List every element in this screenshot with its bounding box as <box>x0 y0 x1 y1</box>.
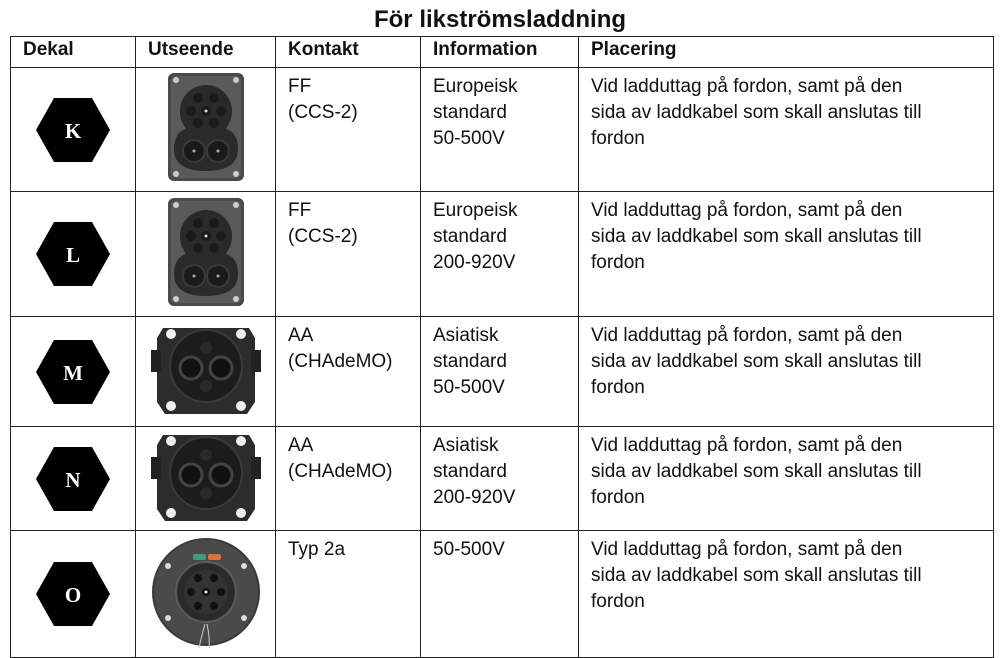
placering-cell-line: sida av laddkabel som skall anslutas till <box>591 565 922 586</box>
table-row <box>11 68 994 192</box>
placering-cell-line: Vid ladduttag på fordon, samt på den <box>591 325 903 346</box>
dekal-cell <box>11 427 136 531</box>
header-placering: Placering <box>579 37 994 68</box>
kontakt-cell <box>276 531 421 658</box>
header-row <box>11 37 994 68</box>
information-cell <box>421 317 579 427</box>
kontakt-cell <box>276 192 421 317</box>
svg-text:K: K <box>64 118 82 143</box>
page-title: För likströmsladdning <box>373 6 627 33</box>
placering-cell-line: fordon <box>591 377 645 398</box>
placering-cell-line: fordon <box>591 487 645 508</box>
hexagon-label-icon <box>35 561 111 627</box>
hexagon-label-icon <box>35 446 111 512</box>
header-kontakt: Kontakt <box>276 37 421 68</box>
information-cell-line: Europeisk <box>433 76 518 97</box>
utseende-cell <box>136 68 276 192</box>
ccs2-connector-icon <box>136 71 275 188</box>
information-cell-line: 200-920V <box>433 252 516 273</box>
chademo-connector-icon <box>136 427 275 530</box>
utseende-cell <box>136 427 276 531</box>
information-cell-line: standard <box>433 226 507 247</box>
placering-cell <box>579 192 994 317</box>
svg-text:L: L <box>65 243 81 267</box>
header-utseende: Utseende <box>136 37 276 68</box>
placering-cell-line: sida av laddkabel som skall anslutas till <box>591 102 922 123</box>
type2-connector-icon <box>136 536 275 653</box>
hexagon-label-icon <box>35 97 111 163</box>
header-dekal: Dekal <box>11 37 136 68</box>
information-cell-line: standard <box>433 461 507 482</box>
placering-cell-line: fordon <box>591 252 645 273</box>
placering-cell-line: Vid ladduttag på fordon, samt på den <box>591 76 903 97</box>
placering-cell-line: Vid ladduttag på fordon, samt på den <box>591 435 903 456</box>
connector-table <box>10 36 994 658</box>
svg-text:N: N <box>65 467 81 492</box>
information-cell <box>421 531 579 658</box>
utseende-cell <box>136 317 276 427</box>
placering-cell-line: fordon <box>591 128 645 149</box>
kontakt-cell-line: (CHAdeMO) <box>288 351 393 372</box>
placering-cell-line: fordon <box>591 591 645 612</box>
information-cell-line: 50-500V <box>433 539 505 560</box>
placering-cell <box>579 531 994 658</box>
kontakt-cell-line: (CHAdeMO) <box>288 461 393 482</box>
chademo-connector-icon <box>136 320 275 423</box>
placering-cell-line: sida av laddkabel som skall anslutas till <box>591 351 922 372</box>
information-cell-line: Europeisk <box>433 200 518 221</box>
dekal-cell <box>11 192 136 317</box>
kontakt-cell <box>276 317 421 427</box>
dekal-cell <box>11 317 136 427</box>
placering-cell-line: Vid ladduttag på fordon, samt på den <box>591 200 903 221</box>
kontakt-cell <box>276 427 421 531</box>
utseende-cell <box>136 531 276 658</box>
information-cell-line: standard <box>433 102 507 123</box>
dekal-cell <box>11 531 136 658</box>
information-cell-line: standard <box>433 351 507 372</box>
placering-cell <box>579 317 994 427</box>
information-cell-line: 50-500V <box>433 128 505 149</box>
hexagon-label-icon <box>35 221 111 287</box>
header-information: Information <box>421 37 579 68</box>
placering-cell-line: sida av laddkabel som skall anslutas till <box>591 461 922 482</box>
placering-cell <box>579 427 994 531</box>
information-cell <box>421 427 579 531</box>
ccs2-connector-icon <box>136 196 275 313</box>
dekal-cell <box>11 68 136 192</box>
kontakt-cell-line: AA <box>288 435 314 456</box>
information-cell <box>421 192 579 317</box>
placering-cell-line: Vid ladduttag på fordon, samt på den <box>591 539 903 560</box>
information-cell <box>421 68 579 192</box>
table-row <box>11 531 994 658</box>
kontakt-cell-line: FF <box>288 200 312 221</box>
table-row <box>11 317 994 427</box>
kontakt-cell-line: Typ 2a <box>288 539 346 560</box>
kontakt-cell-line: (CCS-2) <box>288 102 358 123</box>
hexagon-label-icon <box>35 339 111 405</box>
kontakt-cell-line: AA <box>288 325 314 346</box>
kontakt-cell-line: (CCS-2) <box>288 226 358 247</box>
utseende-cell <box>136 192 276 317</box>
svg-text:O: O <box>64 583 82 607</box>
kontakt-cell <box>276 68 421 192</box>
table-row <box>11 427 994 531</box>
table-row <box>11 192 994 317</box>
information-cell-line: 50-500V <box>433 377 505 398</box>
information-cell-line: Asiatisk <box>433 435 499 456</box>
placering-cell <box>579 68 994 192</box>
information-cell-line: 200-920V <box>433 487 516 508</box>
kontakt-cell-line: FF <box>288 76 312 97</box>
placering-cell-line: sida av laddkabel som skall anslutas till <box>591 226 922 247</box>
information-cell-line: Asiatisk <box>433 325 499 346</box>
svg-text:M: M <box>63 360 83 385</box>
